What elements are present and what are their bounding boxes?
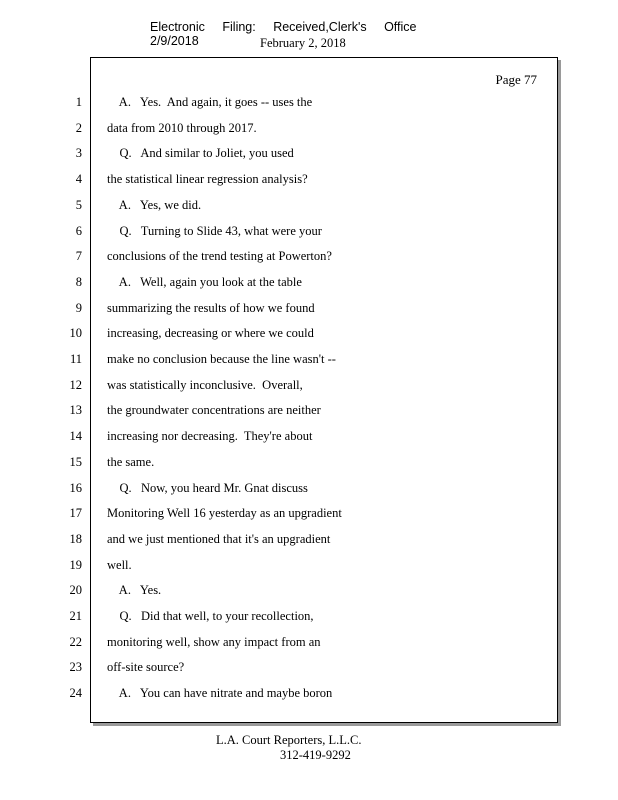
line-number: 22 — [69, 634, 82, 649]
line-number: 15 — [69, 454, 82, 469]
line-text: off-site source? — [107, 660, 185, 675]
line-text: well. — [107, 557, 132, 572]
line-number: 3 — [75, 146, 82, 161]
line-text: data from 2010 through 2017. — [107, 120, 257, 135]
line-number: 7 — [75, 249, 82, 264]
line-text: increasing nor decreasing. They're about — [107, 429, 313, 444]
line-text: conclusions of the trend testing at Powerton? — [107, 249, 332, 264]
filing-date-stamp: 2/9/2018 — [150, 34, 199, 48]
line-number: 1 — [75, 95, 82, 109]
court-reporter-name: L.A. Court Reporters, L.L.C. — [216, 733, 362, 747]
line-number: 4 — [75, 172, 82, 187]
line-text: A. Well, again you look at the table — [107, 274, 302, 289]
line-number: 24 — [69, 686, 82, 701]
line-text: A. Yes, we did. — [107, 197, 202, 212]
line-number: 11 — [69, 352, 82, 366]
line-text: Q. Now, you heard Mr. Gnat discuss — [107, 480, 308, 495]
filing-header — [150, 20, 470, 48]
document-date: February 2, 2018 — [260, 36, 346, 50]
line-text: make no conclusion because the line wasn't -- — [107, 352, 336, 366]
line-text: increasing, decreasing or where we could — [107, 326, 314, 341]
line-text: Monitoring Well 16 yesterday as an upgradient — [107, 506, 342, 521]
line-number: 5 — [75, 197, 82, 212]
filing-word-received: Received,Clerk's — [273, 20, 367, 34]
line-number: 16 — [69, 480, 82, 495]
line-text: Q. And similar to Joliet, you used — [107, 146, 294, 161]
line-number: 23 — [69, 660, 82, 675]
line-text: Q. Turning to Slide 43, what were your — [107, 223, 322, 238]
filing-word-electronic: Electronic — [150, 20, 205, 34]
line-number: 6 — [75, 223, 82, 238]
line-text: A. Yes. And again, it goes -- uses the — [107, 95, 313, 109]
line-text: monitoring well, show any impact from an — [107, 634, 321, 649]
line-number: 10 — [69, 326, 82, 341]
line-number: 20 — [69, 583, 82, 598]
line-text: summarizing the results of how we found — [107, 300, 315, 315]
line-text: the same. — [107, 454, 155, 469]
line-number: 21 — [69, 609, 82, 623]
court-reporter-phone: 312-419-9292 — [280, 748, 351, 762]
filing-word-office: Office — [384, 20, 417, 34]
page-number: Page 77 — [495, 72, 537, 87]
line-number: 13 — [69, 403, 82, 418]
line-text: was statistically inconclusive. Overall, — [107, 377, 303, 392]
line-number: 9 — [75, 300, 82, 315]
line-text: Q. Did that well, to your recollection, — [107, 609, 314, 623]
filing-word-filing: Filing: — [222, 20, 256, 34]
line-number: 17 — [69, 506, 82, 521]
line-text: A. You can have nitrate and maybe boron — [107, 686, 333, 701]
line-number: 12 — [69, 377, 82, 392]
line-number: 19 — [69, 557, 82, 572]
line-number: 14 — [69, 429, 82, 444]
line-text: A. Yes. — [107, 583, 162, 598]
line-number: 18 — [69, 531, 82, 546]
line-text: the statistical linear regression analysis? — [107, 172, 308, 187]
line-text: the groundwater concentrations are neither — [107, 403, 321, 418]
line-text: and we just mentioned that it's an upgradient — [107, 531, 331, 546]
line-number: 8 — [75, 274, 82, 289]
line-number: 2 — [75, 120, 82, 135]
